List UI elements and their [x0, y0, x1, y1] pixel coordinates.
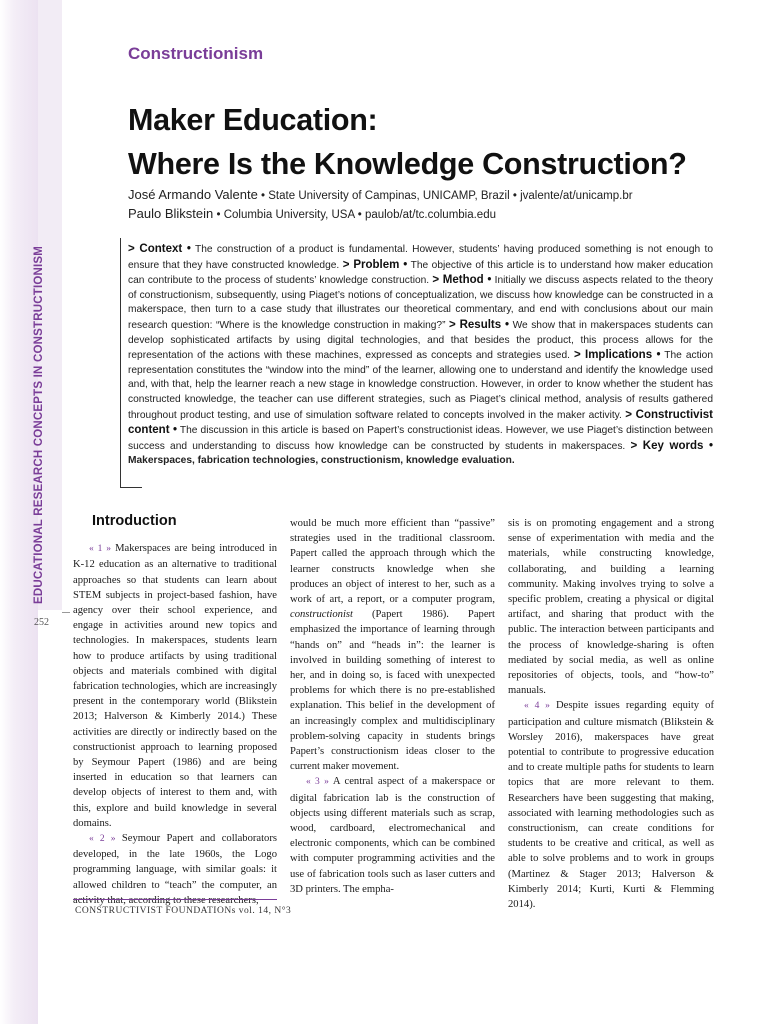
abstract-method-text: Initially we discuss aspects related to the theory of constructionism, subsequently, using Piaget’s notions of conceptualization, we discuss how knowledge can be constructed in a makerspace, then turn to a case study that illustrates our theoretical commentary, and end with conclusions about our main research question: “Where is the knowledge construction in making?”: [128, 275, 713, 331]
paragraph: [73, 541, 277, 831]
title-line-1: Maker Education:: [128, 103, 378, 137]
abstract-rule: [120, 238, 121, 488]
journal-footer: CONSTRUCTIVIST FOUNDATIONs vol. 14, N°3: [75, 906, 292, 916]
author-email: jvalente/at/unicamp.br: [520, 190, 633, 202]
paragraph-text: (Papert 1986). Papert emphasized the importance of learning through “hands on” and “heads in”: the learner is involved in building something of interest to her, and in doing so, is faced with unexpected problems for which there is no pre-established explanation. This belief in the development of an increasingly complex and multidisciplinary problem-solving capacity in students brings Papert’s constructionism ideas closer to the current maker movement.: [290, 609, 495, 773]
author-email: paulob/at/tc.columbia.edu: [364, 209, 496, 221]
page-number-rule: [62, 612, 70, 613]
author-list: [128, 186, 728, 224]
abstract-keywords-label: > Key words •: [630, 439, 713, 452]
paragraph: [73, 831, 277, 908]
sidebar-label-concepts: CONCEPTS IN CONSTRUCTIONISM: [33, 245, 45, 447]
page-number: 252: [34, 617, 49, 628]
abstract-problem-label: > Problem •: [342, 258, 408, 271]
paragraph: [290, 774, 495, 897]
author-name: Paulo Blikstein: [128, 206, 214, 221]
author-name: José Armando Valente: [128, 187, 258, 202]
abstract-context-label: > Context •: [128, 243, 191, 255]
paragraph-number: « 3 »: [306, 777, 329, 788]
emphasis-text: constructionist: [290, 609, 353, 621]
paragraph-text: Makerspaces are being introduced in K-12 education as an alternative to traditional approaches so that students can learn about STEM subjects in project-based fashion, have agency over their school experience, and engage in activities around new topics and technologies. In makerspaces, students learn how to produce artifacts by using traditional objects and materials combined with digital fabrication technologies, which are increasingly present in the contemporary world (Blikstein 2013; Halverson & Kimberly 2014.) These activities are directly or indirectly based on the constructionist approach to learning proposed by Seymour Papert (1986) and are being inserted in education so that learners can develop objects of interest to them and, with this, explore and build knowledge in several domains.: [73, 543, 277, 829]
paragraph-text: Seymour Papert and collaborators developed, in the late 1960s, the Logo programming language, with similar goals: it allowed children to “teach” the computer, an activity that, according to these researchers,: [73, 833, 277, 906]
paragraph-text: Despite issues regarding equity of participation and culture mismatch (Blikstein & Worsley 2016), makerspaces have great potential to contribute to progressive education and to create multiple paths for students to learn topics that are more relevant to them. Researchers have been suggesting that making, associated with learning methodologies such as constructionism, can create conditions for students to be creative and critical, as well as able to solve problems and to work in groups (Martinez & Stager 2013; Halverson & Kimberly 2014; Kurti, Kurti & Flemming 2014).: [508, 700, 715, 911]
section-label: Constructionism: [128, 44, 264, 63]
abstract-results-label: > Results •: [449, 318, 510, 331]
body-column-2: [290, 516, 495, 897]
paragraph-number: « 4 »: [524, 701, 550, 712]
abstract-implications-label: > Implications •: [573, 349, 661, 362]
abstract-implications-text: The action representation constitutes the “window into the mind” of the learner, allowing one to understand and identify the knowledge used and, with that, help the learner reach a new stage in knowledge construction. However, in order to know whether the student has constructed knowledge, the teacher can use different strategies, such as Piaget’s clinical method, analysis of results gathered throughout product testing, and use of simulation software related to concepts involved in the maker activity.: [128, 350, 714, 421]
author-line: [128, 186, 728, 205]
abstract-rule-bottom: [120, 487, 142, 488]
sidebar-category-label: [33, 246, 45, 604]
abstract-constructivist-text: The discussion in this article is based on Papert’s constructionist ideas. However, we use Piaget’s distinction between success and understanding to discuss how knowledge can be constructed by students in makerspaces.: [128, 425, 713, 452]
article-title: [128, 98, 728, 186]
sidebar-label-research: EDUCATIONAL RESEARCH: [33, 446, 45, 604]
separator: •: [213, 209, 224, 221]
body-column-3: [508, 516, 714, 912]
paragraph: [508, 516, 714, 698]
body-column-1: [73, 514, 277, 908]
paragraph-number: « 1 »: [89, 544, 111, 555]
abstract-context-text: The construction of a product is fundamental. However, students’ having produced something is not enough to ensure that they have constructed knowledge.: [128, 244, 713, 271]
abstract-method-label: > Method •: [432, 274, 492, 287]
author-line: [128, 205, 728, 224]
introduction-heading: Introduction: [92, 513, 177, 529]
abstract: [128, 242, 713, 469]
author-affiliation: Columbia University, USA: [223, 209, 355, 221]
abstract-constructivist-label: > Constructivist content •: [128, 408, 713, 437]
paragraph: [290, 516, 495, 774]
paragraph-text: A central aspect of a makerspace or digital fabrication lab is the construction of objects using different materials such as scrap, wood, cardboard, electromechanical and electronic components, which can be combined with computer programming activities and the use of fabrication tools such as laser cutters and 3D printers. The empha-: [290, 776, 496, 895]
paragraph-number: « 2 »: [89, 834, 116, 845]
paragraph-text: sis is on promoting engagement and a strong sense of experimentation with media and the materials, while constructing knowledge, collaborating, and building a learning community. Making involves trying to solve a specific problem, creating a physical or digital artifact, and sharing that product with the public. The interaction between participants and the process of knowledge-sharing is often mediated by social media, as well as online repositories of objects, tools, and “how-to” manuals.: [508, 518, 714, 697]
author-affiliation: State University of Campinas, UNICAMP, Brazil: [268, 190, 510, 202]
separator: •: [509, 190, 521, 202]
footer-rule: [73, 899, 277, 900]
separator: •: [354, 209, 365, 221]
separator: •: [257, 190, 269, 202]
title-line-2: Where Is the Knowledge Construction?: [128, 147, 687, 181]
paragraph: [508, 698, 714, 912]
abstract-problem-text: The objective of this article is to understand how maker education can contribute to the process of students’ knowledge construction.: [128, 259, 713, 287]
abstract-results-text: We show that in makerspaces students can develop sophisticated artifacts by using digital technologies, and that besides the product, this process allows for the representation of the actions with these machines, expressed as concepts and strategies used.: [128, 319, 713, 362]
abstract-keywords-text: Makerspaces, fabrication technologies, constructionism, knowledge evaluation.: [128, 455, 515, 467]
paragraph-text: would be much more efficient than “passive” strategies used in the traditional classroom. Papert called the approach through which the learner constructs knowledge when she produces an object of interest to her, such as a work of art, a report, or a computer program,: [290, 518, 495, 606]
